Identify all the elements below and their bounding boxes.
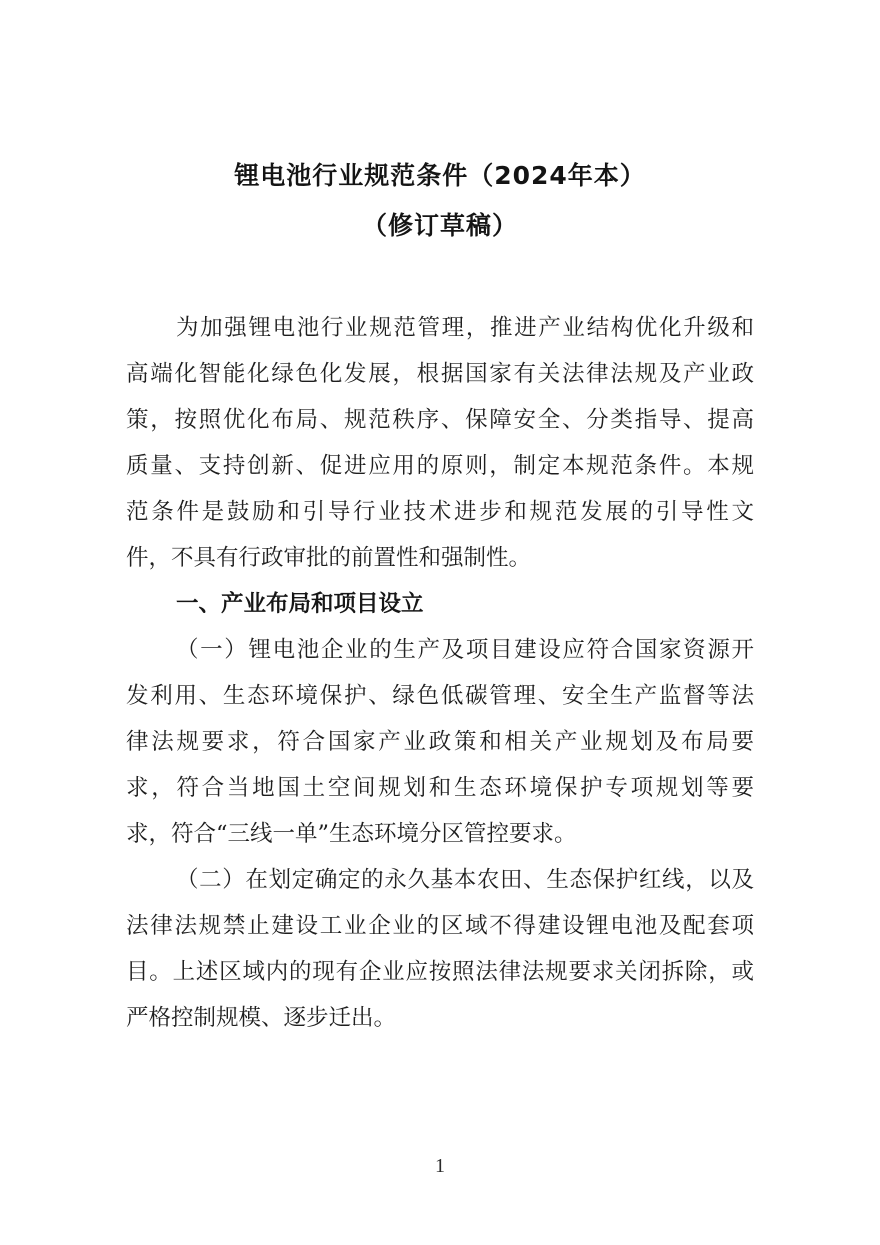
item-line: 严格控制规模、逐步迁出。: [126, 1005, 397, 1031]
intro-line: 高端化智能化绿色化发展，根据国家有关法律法规及产业政: [126, 361, 754, 387]
intro-line: 质量、支持创新、促进应用的原则，制定本规范条件。本规: [126, 453, 754, 479]
page-number: 1: [435, 1155, 445, 1177]
item-line: （一）锂电池企业的生产及项目建设应符合国家资源开: [176, 637, 754, 663]
item-line: 发利用、生态环境保护、绿色低碳管理、安全生产监督等法: [126, 683, 754, 709]
item-line: 法律法规禁止建设工业企业的区域不得建设锂电池及配套项: [126, 913, 754, 939]
intro-line: 件，不具有行政审批的前置性和强制性。: [126, 545, 532, 571]
section-heading: 一、产业布局和项目设立: [176, 591, 424, 617]
intro-line: 为加强锂电池行业规范管理，推进产业结构优化升级和: [176, 315, 754, 341]
intro-line: 策，按照优化布局、规范秩序、保障安全、分类指导、提高: [126, 407, 754, 433]
intro-line: 范条件是鼓励和引导行业技术进步和规范发展的引导性文: [126, 499, 754, 525]
item-line: 求，符合“三线一单”生态环境分区管控要求。: [126, 821, 577, 847]
item-line: 目。上述区域内的现有企业应按照法律法规要求关闭拆除，或: [126, 959, 754, 985]
item-line: 律法规要求，符合国家产业政策和相关产业规划及布局要: [126, 729, 754, 755]
item-line: （二）在划定确定的永久基本农田、生态保护红线，以及: [176, 867, 754, 893]
document-title: 锂电池行业规范条件（2024年本）: [234, 161, 646, 190]
document-subtitle: （修订草稿）: [361, 211, 518, 240]
item-line: 求，符合当地国土空间规划和生态环境保护专项规划等要: [126, 775, 754, 801]
